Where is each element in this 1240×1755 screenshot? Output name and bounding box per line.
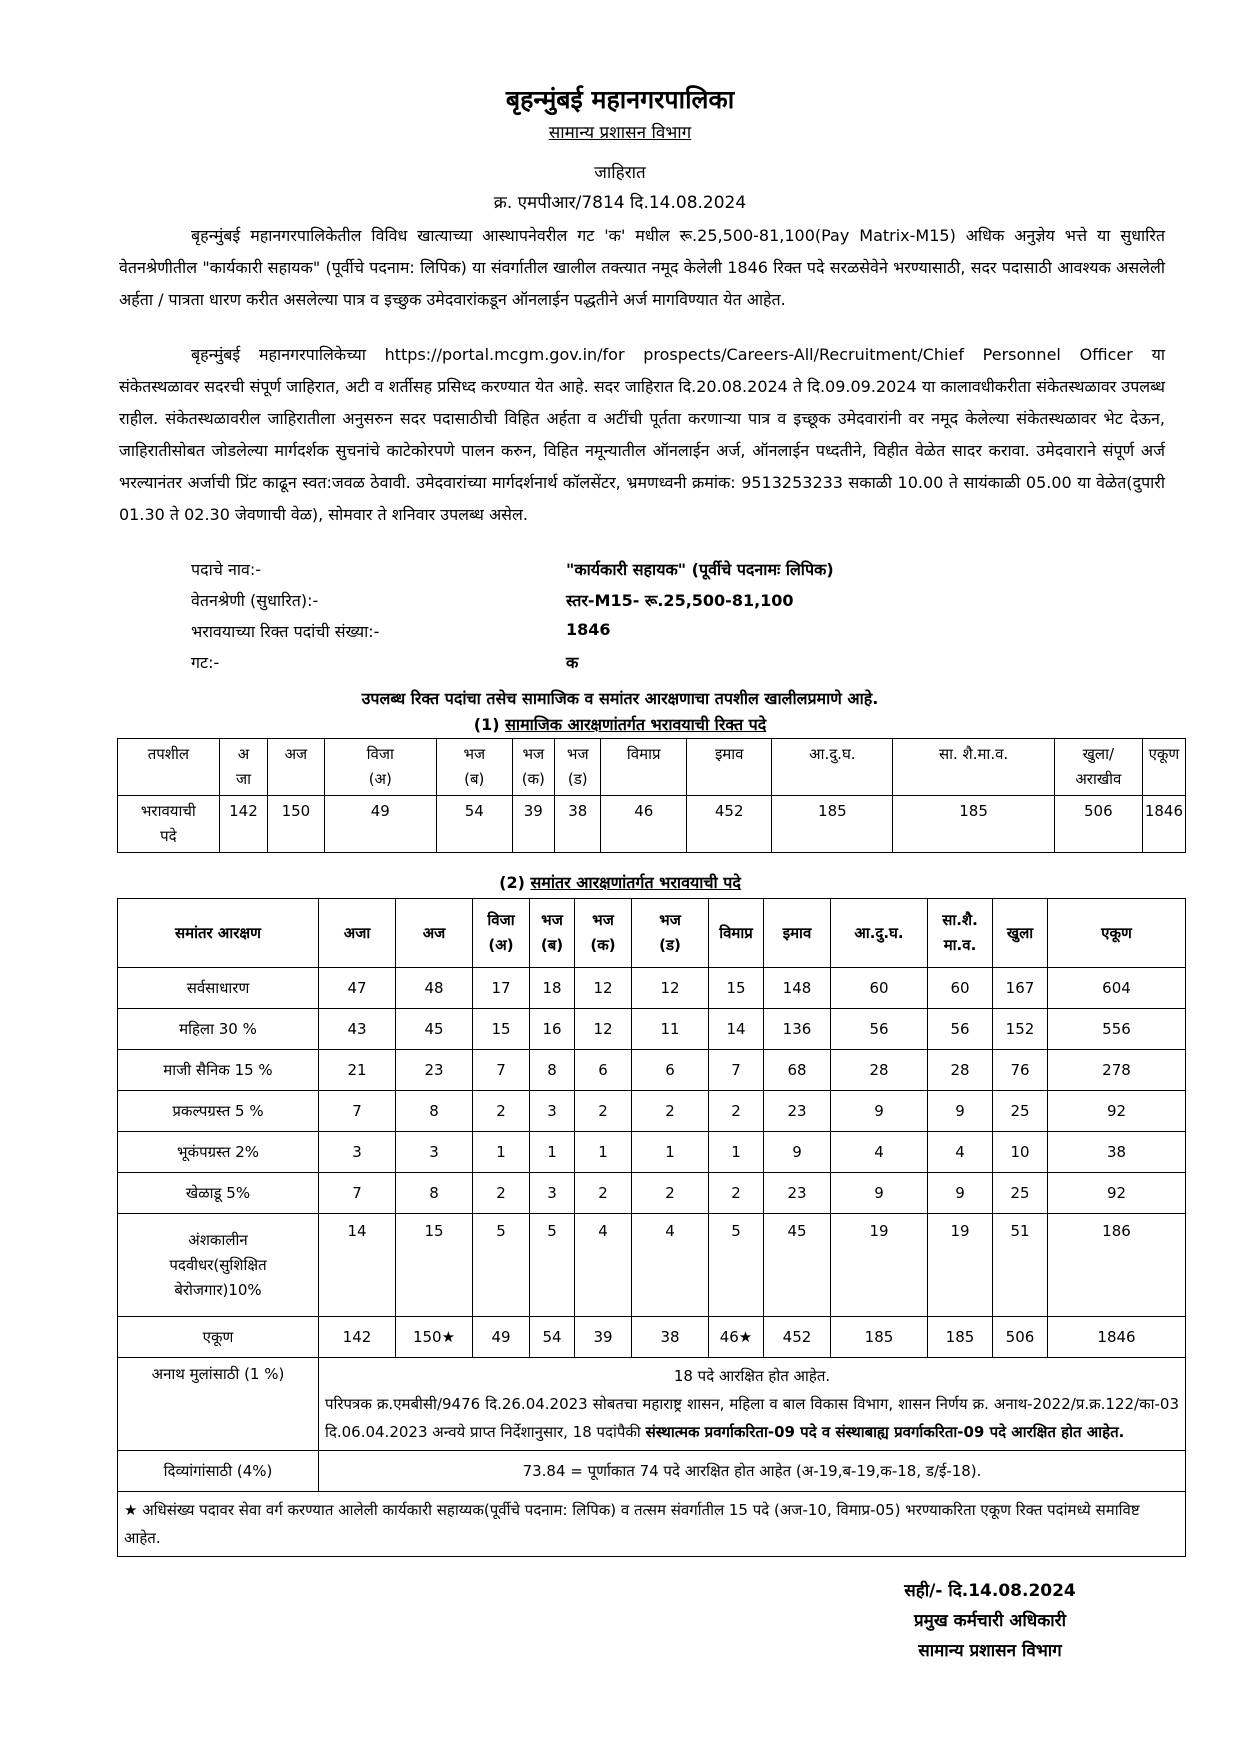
t2-cell: 506 [993, 1317, 1048, 1358]
table-row [118, 1009, 1186, 1050]
t2-cell: 25 [993, 1091, 1048, 1132]
table-row-total [118, 1317, 1186, 1358]
t2-row-label: प्रकल्पग्रस्त 5 % [118, 1091, 319, 1132]
t1-header-cell: अज [268, 739, 324, 796]
t2-cell: 185 [928, 1317, 993, 1358]
table-row [118, 1091, 1186, 1132]
t1-header-cell: भज (ड) [555, 739, 601, 796]
post-name-label: पदाचे नाव:- [191, 560, 262, 579]
t2-cell: 12 [575, 968, 632, 1009]
t1-cell: 46 [601, 796, 687, 853]
t1-cell: 38 [555, 796, 601, 853]
table2-title-num: (2) [499, 873, 525, 892]
t1-header-cell: अ जा [219, 739, 268, 796]
t2-cell: 16 [530, 1009, 575, 1050]
t1-header-cell: तपशील [118, 739, 220, 796]
t2-cell: 15 [473, 1009, 530, 1050]
t2-cell: 2 [632, 1091, 709, 1132]
table1-header-row [118, 739, 1186, 796]
t2-cell: 51 [993, 1214, 1048, 1317]
t1-header-cell: इमाव [687, 739, 772, 796]
t2-cell: 7 [319, 1173, 396, 1214]
t2-cell: 150★ [396, 1317, 473, 1358]
t2-cell: 1846 [1048, 1317, 1186, 1358]
t2-header-cell: एकूण [1048, 899, 1186, 968]
t1-cell: 150 [268, 796, 324, 853]
t1-cell: 49 [324, 796, 437, 853]
t2-cell: 1 [473, 1132, 530, 1173]
t2-cell: 38 [632, 1317, 709, 1358]
t2-cell: 4 [928, 1132, 993, 1173]
reference-number: क्र. एमपीआर/7814 दि.14.08.2024 [493, 193, 747, 213]
t2-cell: 556 [1048, 1009, 1186, 1050]
t1-cell: 39 [512, 796, 555, 853]
table2-title-text: समांतर आरक्षणांतर्गत भरावयाची पदे [530, 873, 741, 892]
t2-cell: 6 [575, 1050, 632, 1091]
t2-cell: 92 [1048, 1091, 1186, 1132]
t1-header-cell: सा. शै.मा.व. [893, 739, 1055, 796]
t2-cell: 452 [764, 1317, 831, 1358]
table-row-part-time [118, 1214, 1186, 1317]
t2-header-cell: अज [396, 899, 473, 968]
t2-header-cell: समांतर आरक्षण [118, 899, 319, 968]
t2-cell: 1 [632, 1132, 709, 1173]
org-title: बृहन्मुंबई महानगरपालिका [505, 85, 735, 114]
group-value: क [566, 653, 579, 672]
t2-row-label: सर्वसाधारण [118, 968, 319, 1009]
t1-cell: 54 [437, 796, 512, 853]
t2-row-label: एकूण [118, 1317, 319, 1358]
table1-title [0, 713, 1240, 735]
t2-cell: 19 [928, 1214, 993, 1317]
t2-cell: 8 [396, 1173, 473, 1214]
t2-row-label: महिला 30 % [118, 1009, 319, 1050]
t2-cell: 10 [993, 1132, 1048, 1173]
t2-cell: 2 [575, 1091, 632, 1132]
t1-cell: 452 [687, 796, 772, 853]
t1-header-cell: विजा (अ) [324, 739, 437, 796]
t2-header-cell: आ.दु.घ. [831, 899, 928, 968]
t2-cell: 28 [831, 1050, 928, 1091]
t2-cell: 142 [319, 1317, 396, 1358]
t2-cell: 49 [473, 1317, 530, 1358]
t2-cell: 15 [709, 968, 764, 1009]
t2-cell: 43 [319, 1009, 396, 1050]
t2-cell: 9 [928, 1173, 993, 1214]
t1-cell: 185 [893, 796, 1055, 853]
t2-cell: 14 [319, 1214, 396, 1317]
parallel-reservation-table [117, 898, 1186, 1557]
intro-paragraph-2: बृहन्मुंबई महानगरपालिकेच्या https://portal.mcgm.gov.in/for prospects/Careers-All/Recruitment/Chief Personnel Officer या संकेतस्थळावर सदरची संपूर्ण जाहिरात, अटी व शर्तीसह प्रसिध्द करण्यात येत आहे. सदर जाहिरात दि.20.08.2024 ते दि.09.09.2024 या कालावधीकरीता संकेतस्थळावर उपलब्ध राहील. संकेतस्थळावरील जाहिरातीला अनुसरुन सदर पदासाठीची विहित अर्हता व अटींची पूर्तता करणाऱ्या पात्र व इच्छूक उमेदवारांनी वर नमूद केलेल्या संकेतस्थळावर भेट देऊन, जाहिरातीसोबत जोडलेल्या मार्गदर्शक सुचनांचे काटेकोरपणे पालन करुन, विहित नमून्यातील ऑनलाईन अर्ज, ऑनलाईन पध्दतीने, विहीत वेळेत सादर करावा. उमेदवाराने संपूर्ण अर्ज भरल्यानंतर अर्जाची प्रिंट काढून स्वत:जवळ ठेवावी. उमेदवारांच्या मार्गदर्शनार्थ कॉलसेंटर, भ्रमणध्वनी क्रमांक: 9513253233 सकाळी 10.00 ते सायंकाळी 05.00 या वेळेत(दुपारी 01.30 ते 02.30 जेवणाची वेळ), सोमवार ते शनिवार उपलब्ध असेल. [119, 345, 1165, 524]
t2-cell: 56 [928, 1009, 993, 1050]
t1-header-cell: आ.दु.घ. [772, 739, 893, 796]
t2-cell: 7 [709, 1050, 764, 1091]
t2-cell: 9 [831, 1173, 928, 1214]
t2-row-label: अंशकालीन पदवीधर(सुशिक्षित बेरोजगार)10% [118, 1214, 319, 1317]
t2-cell: 1 [709, 1132, 764, 1173]
t2-cell: 17 [473, 968, 530, 1009]
table-row [118, 968, 1186, 1009]
t2-row-label: खेळाडू 5% [118, 1173, 319, 1214]
t2-cell: 2 [473, 1173, 530, 1214]
t2-cell: 9 [831, 1091, 928, 1132]
t2-cell: 2 [575, 1173, 632, 1214]
t1-header-cell: एकूण [1142, 739, 1185, 796]
t2-cell: 5 [473, 1214, 530, 1317]
orphan-note [319, 1358, 1186, 1451]
t2-header-cell: विमाप्र [709, 899, 764, 968]
table1-data-row [118, 796, 1186, 853]
t2-cell: 23 [396, 1050, 473, 1091]
t2-header-cell: भज (ड) [632, 899, 709, 968]
t1-header-cell: भज (क) [512, 739, 555, 796]
t2-cell: 278 [1048, 1050, 1186, 1091]
t2-cell: 68 [764, 1050, 831, 1091]
t2-cell: 8 [396, 1091, 473, 1132]
table2-title [0, 871, 1240, 893]
t1-cell: 506 [1054, 796, 1142, 853]
t2-cell: 6 [632, 1050, 709, 1091]
footnote: ★ अधिसंख्य पदावर सेवा वर्ग करण्यात आलेली कार्यकारी सहाय्यक(पूर्वीचे पदनाम: लिपिक) व तत्सम संवर्गातील 15 पदे (अज-10, विमाप्र-05) भरण्याकरिता एकूण रिक्त पदांमध्ये समाविष्ट आहेत. [118, 1492, 1186, 1557]
t1-cell: 142 [219, 796, 268, 853]
t2-cell: 39 [575, 1317, 632, 1358]
t2-cell: 47 [319, 968, 396, 1009]
signature-date: सही/- दि.14.08.2024 [904, 1581, 1076, 1601]
t2-cell: 12 [632, 968, 709, 1009]
t2-cell: 18 [530, 968, 575, 1009]
summary-heading: उपलब्ध रिक्त पदांचा तसेच सामाजिक व समांतर आरक्षणाचा तपशील खालीलप्रमाणे आहे. [361, 689, 879, 708]
t2-cell: 2 [709, 1173, 764, 1214]
t2-cell: 60 [831, 968, 928, 1009]
t2-cell: 60 [928, 968, 993, 1009]
t2-cell: 1 [530, 1132, 575, 1173]
t2-row-label: माजी सैनिक 15 % [118, 1050, 319, 1091]
t1-header-cell: खुला/ अराखीव [1054, 739, 1142, 796]
t2-cell: 56 [831, 1009, 928, 1050]
t2-cell: 7 [319, 1091, 396, 1132]
orphan-label: अनाथ मुलांसाठी (1 %) [118, 1358, 319, 1451]
t2-cell: 185 [831, 1317, 928, 1358]
t2-cell: 2 [473, 1091, 530, 1132]
t2-cell: 38 [1048, 1132, 1186, 1173]
t2-cell: 604 [1048, 968, 1186, 1009]
t1-header-cell: भज (ब) [437, 739, 512, 796]
t2-cell: 3 [319, 1132, 396, 1173]
t2-cell: 3 [530, 1173, 575, 1214]
t2-cell: 136 [764, 1009, 831, 1050]
t2-cell: 7 [473, 1050, 530, 1091]
t2-header-cell: सा.शै. मा.व. [928, 899, 993, 968]
t2-cell: 4 [575, 1214, 632, 1317]
group-label: गट:- [191, 653, 220, 672]
social-reservation-table [117, 738, 1186, 853]
orphan-detail: परिपत्रक क्र.एमबीसी/9476 दि.26.04.2023 सोबतचा महाराष्ट्र शासन, महिला व बाल विकास विभाग, शासन निर्णय क्र. अनाथ-2022/प्र.क्र.122/का-03 दि.06.04.2023 अन्वये प्राप्त निर्देशानुसार, 18 पदांपैकी संस्थात्मक प्रवर्गाकरिता-09 पदे व संस्थाबाह्य प्रवर्गाकरिता-09 पदे आरक्षित होत आहेत. [325, 1395, 1179, 1441]
t2-header-cell: अजा [319, 899, 396, 968]
t2-cell: 28 [928, 1050, 993, 1091]
t2-cell: 12 [575, 1009, 632, 1050]
t2-cell: 15 [396, 1214, 473, 1317]
t2-cell: 5 [530, 1214, 575, 1317]
t2-cell: 21 [319, 1050, 396, 1091]
t2-cell: 45 [764, 1214, 831, 1317]
t2-header-cell: भज (क) [575, 899, 632, 968]
vacancy-count-value: 1846 [566, 620, 611, 639]
post-name-value: "कार्यकारी सहायक" (पूर्वीचे पदनामः लिपिक) [566, 560, 834, 579]
disabled-label: दिव्यांगांसाठी (4%) [118, 1451, 319, 1492]
footnote-row [118, 1492, 1186, 1557]
t1-cell: 1846 [1142, 796, 1185, 853]
t2-cell: 19 [831, 1214, 928, 1317]
t2-cell: 11 [632, 1009, 709, 1050]
t2-header-cell: खुला [993, 899, 1048, 968]
t2-cell: 92 [1048, 1173, 1186, 1214]
t2-row-label: भूकंपग्रस्त 2% [118, 1132, 319, 1173]
disabled-note: 73.84 = पूर्णाकात 74 पदे आरक्षित होत आहेत (अ-19,ब-19,क-18, ड/ई-18). [319, 1451, 1186, 1492]
vacancy-count-label: भरावयाच्या रिक्त पदांची संख्या:- [191, 622, 380, 641]
t2-cell: 48 [396, 968, 473, 1009]
t1-row-label: भरावयाची पदे [118, 796, 220, 853]
t2-header-cell: विजा (अ) [473, 899, 530, 968]
t1-header-cell: विमाप्र [601, 739, 687, 796]
t2-header-cell: इमाव [764, 899, 831, 968]
orphan-reservation-row [118, 1358, 1186, 1451]
table-row [118, 1050, 1186, 1091]
t2-cell: 76 [993, 1050, 1048, 1091]
dept-title: सामान्य प्रशासन विभाग [548, 123, 692, 143]
t2-cell: 4 [632, 1214, 709, 1317]
disabled-reservation-row [118, 1451, 1186, 1492]
table1-title-num: (1) [473, 715, 500, 734]
t2-cell: 9 [764, 1132, 831, 1173]
t2-cell: 25 [993, 1173, 1048, 1214]
t2-cell: 9 [928, 1091, 993, 1132]
t1-cell: 185 [772, 796, 893, 853]
t2-cell: 2 [632, 1173, 709, 1214]
t2-cell: 23 [764, 1091, 831, 1132]
orphan-line1: 18 पदे आरक्षित होत आहेत. [673, 1367, 831, 1385]
t2-cell: 45 [396, 1009, 473, 1050]
t2-cell: 186 [1048, 1214, 1186, 1317]
table2-header-row [118, 899, 1186, 968]
signatory-dept: सामान्य प्रशासन विभाग [918, 1641, 1062, 1661]
t2-cell: 1 [575, 1132, 632, 1173]
t2-cell: 4 [831, 1132, 928, 1173]
t2-cell: 8 [530, 1050, 575, 1091]
t2-cell: 23 [764, 1173, 831, 1214]
doc-type: जाहिरात [594, 163, 646, 183]
t2-cell: 54 [530, 1317, 575, 1358]
t2-header-cell: भज (ब) [530, 899, 575, 968]
t2-cell: 14 [709, 1009, 764, 1050]
table-row [118, 1132, 1186, 1173]
table-row [118, 1173, 1186, 1214]
t2-cell: 2 [709, 1091, 764, 1132]
t2-cell: 46★ [709, 1317, 764, 1358]
t2-cell: 3 [530, 1091, 575, 1132]
t2-cell: 5 [709, 1214, 764, 1317]
intro-paragraph-1: बृहन्मुंबई महानगरपालिकेतील विविध खात्याच्या आस्थापनेवरील गट 'क' मधील रू.25,500-81,100(Pay Matrix-M15) अधिक अनुज्ञेय भत्ते या सुधारित वेतनश्रेणीतील "कार्यकारी सहायक" (पूर्वीचे पदनाम: लिपिक) या संवर्गातील खालील तक्त्यात नमूद केलेली 1846 रिक्त पदे सरळसेवेने भरण्यासाठी, सदर पदासाठी आवश्यक असलेली अर्हता / पात्रता धारण करीत असलेल्या पात्र व इच्छुक उमेदवारांकडून ऑनलाईन पद्धतीने अर्ज मागविण्यात येत आहेत. [119, 226, 1165, 309]
pay-scale-value: स्तर-M15- रू.25,500-81,100 [566, 591, 794, 610]
t2-cell: 148 [764, 968, 831, 1009]
t2-cell: 3 [396, 1132, 473, 1173]
t2-cell: 167 [993, 968, 1048, 1009]
table1-title-text: सामाजिक आरक्षणांतर्गत भरावयाची रिक्त पदे [505, 715, 767, 734]
signatory-title: प्रमुख कर्मचारी अधिकारी [913, 1611, 1067, 1631]
t2-cell: 152 [993, 1009, 1048, 1050]
pay-scale-label: वेतनश्रेणी (सुधारित):- [191, 591, 319, 610]
